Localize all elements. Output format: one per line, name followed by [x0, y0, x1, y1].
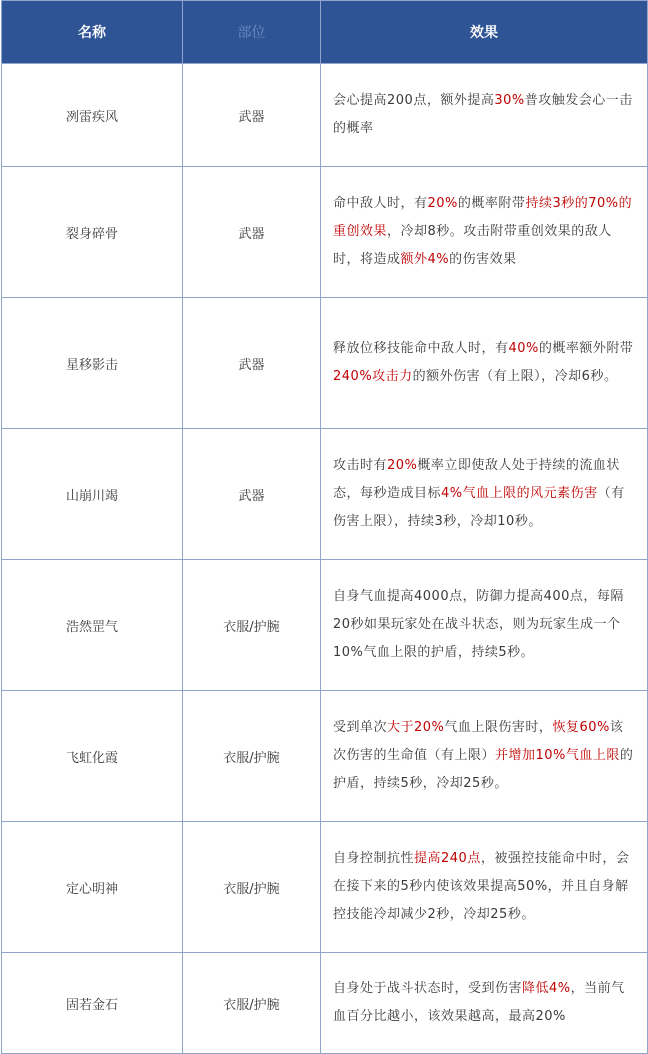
row-name: 山崩川竭 — [2, 429, 183, 560]
row-type: 武器 — [183, 64, 321, 167]
effect-text: 自身气血提高4000点，防御力提高400点，每隔20秒如果玩家处在战斗状态，则为玩家生成一个10%气血上限的护盾，持续5秒。 — [333, 589, 624, 660]
row-effect — [321, 298, 648, 429]
highlight-text: 恢复60% — [552, 720, 610, 735]
effect-text: 攻击时有 — [333, 458, 388, 473]
header-effect: 效果 — [321, 1, 648, 64]
highlight-text: 30% — [494, 93, 525, 108]
row-type: 武器 — [183, 298, 321, 429]
effect-text: 自身处于战斗状态时，受到伤害 — [333, 981, 523, 996]
table-row — [2, 560, 648, 691]
highlight-text: 持续3秒的70%的重创效果 — [333, 196, 633, 239]
highlight-text: 20% — [387, 458, 418, 473]
row-name: 浩然罡气 — [2, 560, 183, 691]
table-row — [2, 429, 648, 560]
highlight-text: 40% — [508, 341, 539, 356]
table-row — [2, 953, 648, 1054]
row-effect — [321, 64, 648, 167]
header-type: 部位 — [183, 1, 321, 64]
table-row — [2, 64, 648, 167]
effect-text: 的伤害效果 — [449, 252, 517, 267]
highlight-text: 降低4% — [522, 981, 571, 996]
table-row — [2, 822, 648, 953]
effect-text: 释放位移技能命中敌人时，有 — [333, 341, 509, 356]
effect-text: ，当前气血百分比越小，该效果越高，最高20% — [333, 981, 625, 1024]
row-type: 衣服/护腕 — [183, 822, 321, 953]
effect-text: 受到单次 — [333, 720, 388, 735]
highlight-text: 并增加10%气血上限 — [495, 748, 620, 763]
row-name: 飞虹化霞 — [2, 691, 183, 822]
effect-text: 自身控制抗性 — [333, 851, 415, 866]
effect-text: 气血上限伤害时， — [444, 720, 553, 735]
highlight-text: 4%气血上限的风元素伤害 — [441, 486, 598, 501]
effect-text: 的额外伤害（有上限），冷却6秒。 — [412, 369, 618, 384]
effect-text: ，冷却8秒。攻击附带重创效果的敌人时，将造成 — [333, 224, 612, 267]
row-name: 星移影击 — [2, 298, 183, 429]
effect-text: 的概率附带 — [457, 196, 526, 211]
highlight-text: 大于20% — [387, 720, 445, 735]
row-effect — [321, 560, 648, 691]
highlight-text: 额外4% — [400, 252, 450, 267]
effect-text: 概率立即使敌人处于持续的流血状态，每秒造成目标 — [333, 458, 620, 501]
header-name: 名称 — [2, 1, 183, 64]
row-effect — [321, 429, 648, 560]
row-name: 裂身碎骨 — [2, 167, 183, 298]
row-name: 冽雷疾风 — [2, 64, 183, 167]
row-effect — [321, 167, 648, 298]
effect-text: 命中敌人时，有 — [333, 196, 428, 211]
row-name: 固若金石 — [2, 953, 183, 1054]
table-row — [2, 691, 648, 822]
row-effect — [321, 691, 648, 822]
effect-text: 的概率额外附带 — [538, 341, 634, 356]
highlight-text: 提高240点 — [414, 851, 481, 866]
highlight-text: 20% — [427, 196, 458, 211]
effect-text: 的护盾，持续5秒，冷却25秒。 — [333, 748, 634, 791]
effect-text: ，被强控技能命中时，会在接下来的5秒内使该效果提高50%，并且自身解控技能冷却减少2秒，冷却25秒。 — [333, 851, 630, 922]
row-type: 衣服/护腕 — [183, 953, 321, 1054]
table-header-row — [2, 1, 648, 64]
row-effect — [321, 822, 648, 953]
row-type: 衣服/护腕 — [183, 691, 321, 822]
row-type: 武器 — [183, 167, 321, 298]
effect-text: （有伤害上限），持续3秒，冷却10秒。 — [333, 486, 625, 529]
row-name: 定心明神 — [2, 822, 183, 953]
row-type: 衣服/护腕 — [183, 560, 321, 691]
effect-text: 会心提高200点，额外提高 — [333, 93, 495, 108]
row-type: 武器 — [183, 429, 321, 560]
highlight-text: 240%攻击力 — [333, 369, 413, 384]
table-row — [2, 167, 648, 298]
table-row — [2, 298, 648, 429]
effect-text: 该次伤害的生命值（有上限） — [333, 720, 624, 763]
effect-text: 普攻触发会心一击的概率 — [333, 93, 633, 136]
row-effect — [321, 953, 648, 1054]
